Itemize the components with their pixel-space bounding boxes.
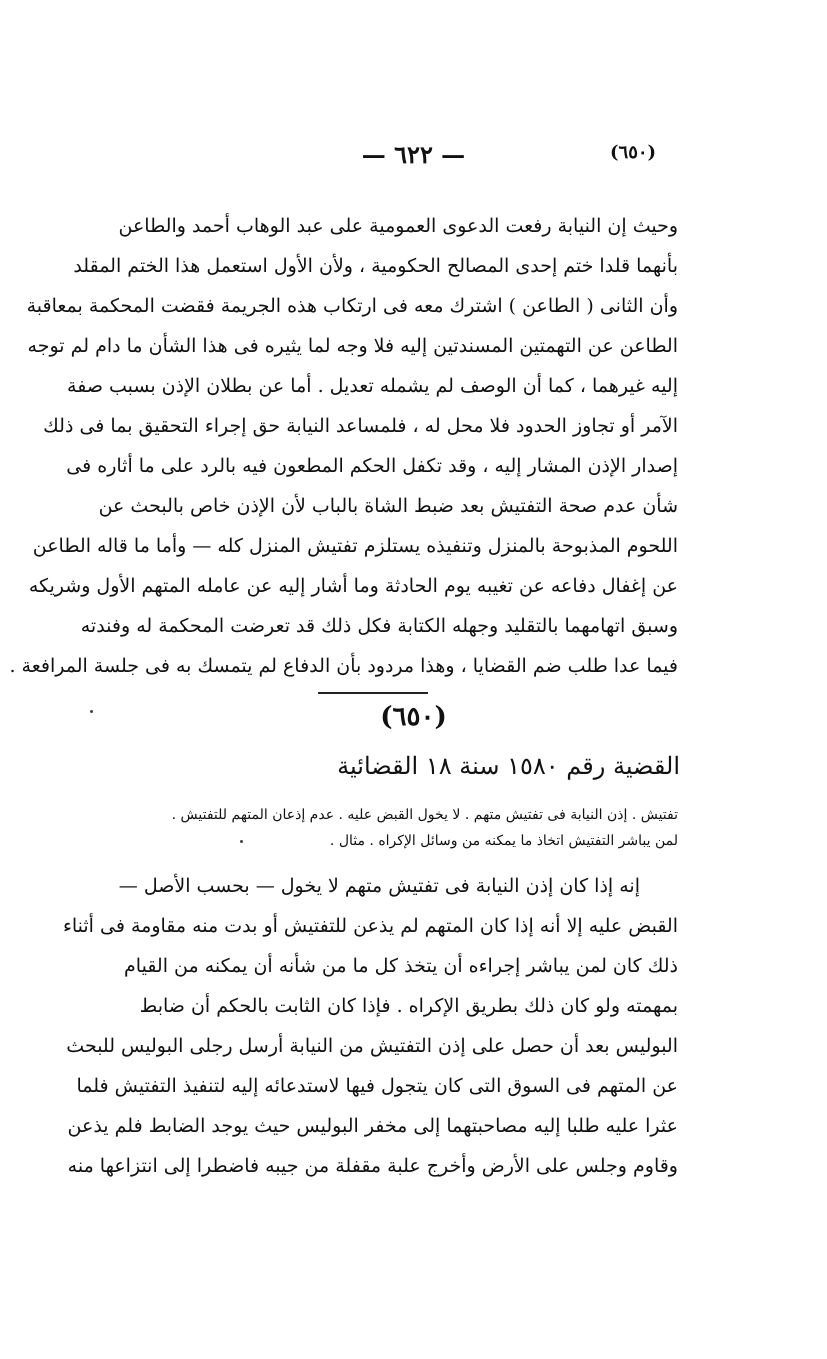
paragraph-body-2 xyxy=(62,866,678,1186)
text-line: الآمر أو تجاوز الحدود فلا محل له ، فلمساعد النيابة حق إجراء التحقيق بما فى ذلك xyxy=(43,415,678,437)
text-line: فيما عدا طلب ضم القضايا ، وهذا مردود بأن الدفاع لم يتمسك به فى جلسة المرافعة . xyxy=(9,655,678,677)
text-line: القبض عليه إلا أنه إذا كان المتهم لم يذعن للتفتيش أو بدت منه مقاومة فى أثناء xyxy=(62,915,678,937)
text-line: الطاعن عن التهمتين المسندتين إليه فلا وجه لما يثيره فى هذا الشأن ما دام لم توجه xyxy=(27,335,678,357)
case-number-heading: (٦٥٠) xyxy=(380,702,447,732)
text-line: عثرا عليه طلبا إليه مصاحبتهما إلى مخفر البوليس حيث يوجد الضابط فلم يذعن xyxy=(67,1115,678,1137)
case-reference: القضية رقم ١٥٨٠ سنة ١٨ القضائية xyxy=(337,752,680,780)
text-line: وحيث إن النيابة رفعت الدعوى العمومية على عبد الوهاب أحمد والطاعن xyxy=(118,215,678,237)
text-line: البوليس بعد أن حصل على إذن التفتيش من النيابة أرسل رجلى البوليس للبحث xyxy=(66,1035,678,1057)
text-line: شأن عدم صحة التفتيش بعد ضبط الشاة بالباب لأن الإذن خاص بالبحث عن xyxy=(98,495,678,517)
paragraph-body-1 xyxy=(9,206,678,686)
text-line: وقاوم وجلس على الأرض وأخرج علبة مقفلة من جيبه فاضطرا إلى انتزاعها منه xyxy=(67,1155,678,1177)
text-line: بأنهما قلدا ختم إحدى المصالح الحكومية ، ولأن الأول استعمل هذا الختم المقلد xyxy=(73,255,678,277)
summary-line: لمن يباشر التفتيش اتخاذ ما يمكنه من وسائل الإكراه . مثال . xyxy=(329,833,678,849)
text-line: إليه غيرهما ، كما أن الوصف لم يشمله تعديل . أما عن بطلان الإذن بسبب صفة xyxy=(67,375,678,397)
running-case-ref: (٦٥٠) xyxy=(610,142,657,163)
text-line: وأن الثانى ( الطاعن ) اشترك معه فى ارتكاب هذه الجريمة فقضت المحكمة بمعاقبة xyxy=(26,295,678,317)
text-line: عن إغفال دفاعه عن تغيبه يوم الحادثة وما أشار إليه عن عامله المتهم الأول وشريكه xyxy=(28,575,678,597)
summary-line: تفتيش . إذن النيابة فى تفتيش متهم . لا يخول القبض عليه . عدم إذعان المتهم للتفتيش . xyxy=(171,807,678,823)
print-speck xyxy=(240,840,243,843)
text-line: عن المتهم فى السوق التى كان يتجول فيها لاستدعائه إليه لتنفيذ التفتيش فلما xyxy=(76,1075,678,1097)
page-number: — ٦٢٢ — xyxy=(361,140,466,169)
text-line: وسبق اتهامهما بالتقليد وجهله الكتابة فكل ذلك قد تعرضت المحكمة له وفندته xyxy=(80,615,678,637)
section-divider xyxy=(318,692,428,694)
case-summary xyxy=(70,802,678,854)
text-line: إنه إذا كان إذن النيابة فى تفتيش متهم لا يخول — بحسب الأصل — xyxy=(118,875,640,897)
print-speck xyxy=(90,710,93,713)
text-line: اللحوم المذبوحة بالمنزل وتنفيذه يستلزم تفتيش المنزل كله — وأما ما قاله الطاعن xyxy=(32,535,678,557)
text-line: ذلك كان لمن يباشر إجراءه أن يتخذ كل ما من شأنه أن يمكنه من القيام xyxy=(124,955,678,977)
text-line: إصدار الإذن المشار إليه ، وقد تكفل الحكم المطعون فيه بالرد على ما أثاره فى xyxy=(66,455,678,477)
text-line: بمهمته ولو كان ذلك بطريق الإكراه . فإذا كان الثابت بالحكم أن ضابط xyxy=(139,995,678,1017)
